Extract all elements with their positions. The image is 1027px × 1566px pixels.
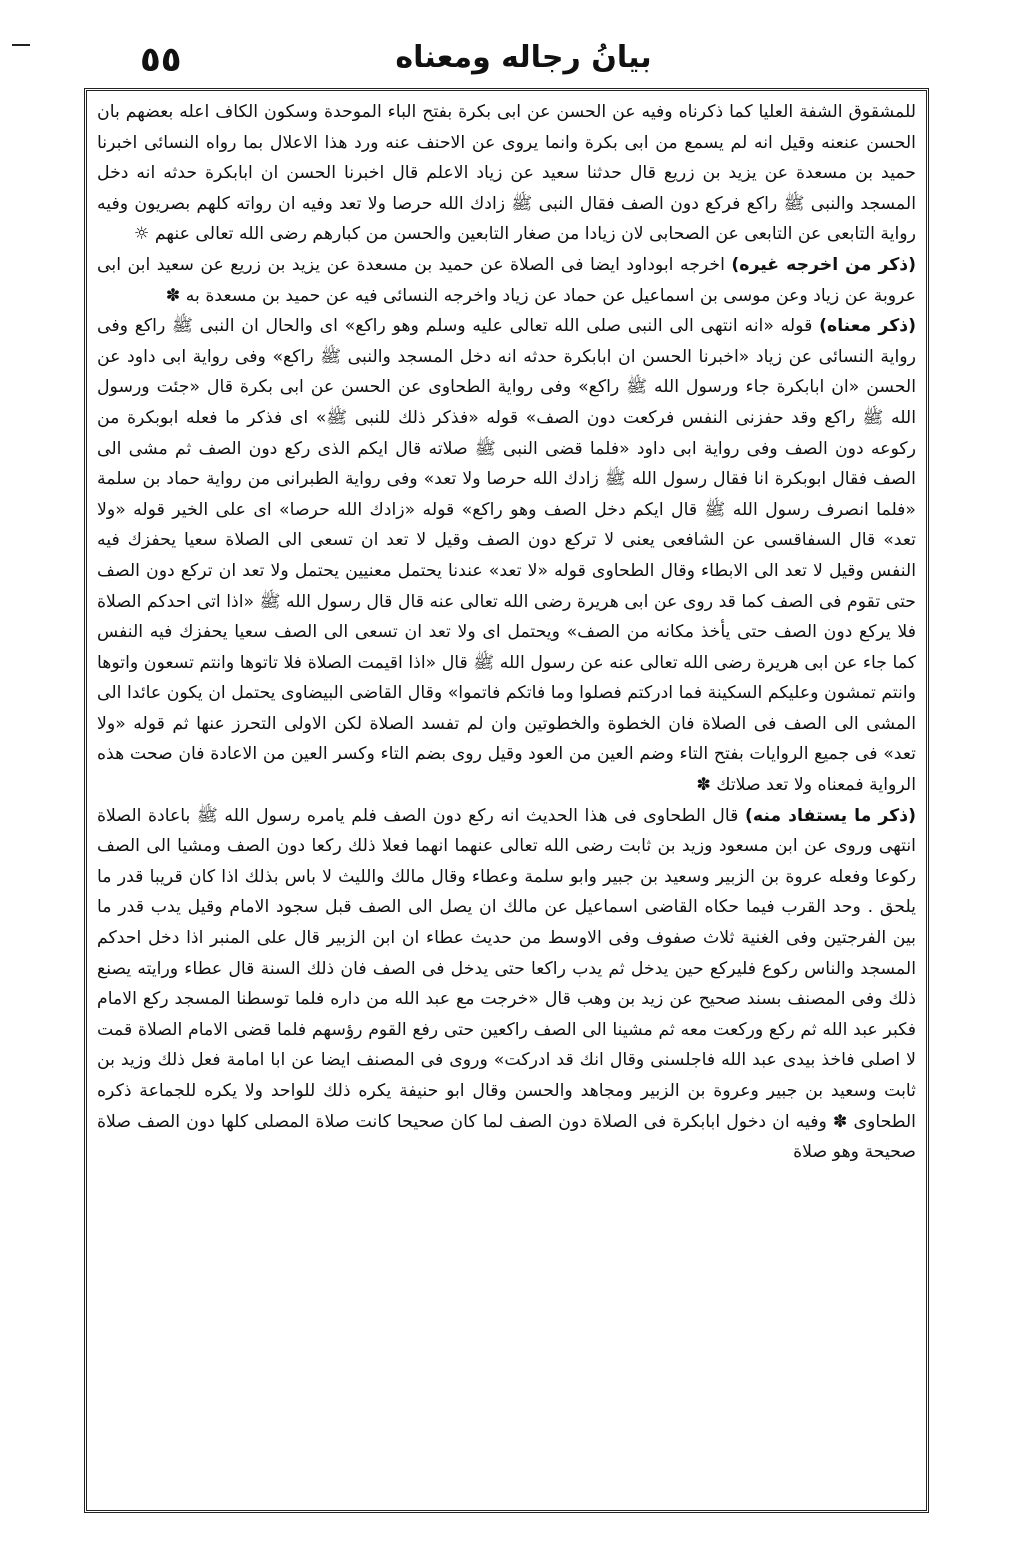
body-text xyxy=(97,97,916,1168)
paragraph-text: قال الطحاوى فى هذا الحديث انه ركع دون الصف فلم يامره رسول الله ﷺ باعادة الصلاة انتهى وروى عن ابن مسعود وزيد بن ثابت رضى الله تعالى عنهما انهما فعلا ذلك ركعا دون الصف ومشيا الى الصف ركوعا وفعله عروة بن الزبير وسعيد بن جبير وابو سلمة وعطاء وقال مالك والليث لا باس بذلك اذا كان قريبا قدر ما يلحق . وحد القرب فيما حكاه القاضى اسماعيل عن مالك ان يصل الى الصف قبل سجود الامام وقيل يدب قدر ما بين الفرجتين وفى الغنية ثلاث صفوف وفى الاوسط من حديث عطاء ان ابن الزبير قال على المنبر اذا دخل احدكم المسجد والناس ركوع فليركع حين يدخل ثم يدب راكعا حتى يدخل فى الصف فان ذلك السنة قال عطاء ورايته يصنع ذلك وفى المصنف بسند صحيح عن زيد بن وهب قال «خرجت مع عبد الله من داره فلما توسطنا المسجد ركع الامام فكبر عبد الله ثم ركع وركعت معه ثم مشينا الى الصف راكعين حتى رفع القوم رؤسهم فلما قضى الامام الصلاة قمت لا اصلى فاخذ بيدى عبد الله فاجلسنى وقال انك قد ادركت» وروى فى المصنف ايضا عن ابا امامة فعل ذلك وزيد بن ثابت وسعيد بن جبير وعروة بن الزبير ومجاهد والحسن وقال ابو حنيفة يكره ذلك للواحد ولا يكره للجماعة ذكره الطحاوى ✽ وفيه ان دخول ابابكرة فى الصلاة دون الصف لما كان صحيحا كانت صلاة المصلى كلها دون الصف صلاة صحيحة وهو صلاة xyxy=(97,805,916,1163)
section-heading: (ذكر معناه) xyxy=(819,316,917,337)
paragraph xyxy=(97,311,916,801)
page-header xyxy=(80,40,967,90)
page-number: ٥٥ xyxy=(140,40,182,80)
paragraph xyxy=(97,97,916,250)
paragraph xyxy=(97,250,916,311)
paragraph-text: للمشقوق الشفة العليا كما ذكرناه وفيه عن الحسن عن ابى بكرة بفتح الباء الموحدة وسكون الكاف اعله بعضهم بان الحسن عنعنه وقيل انه لم يسمع من ابى بكرة وانما يروى عن الاحنف عنه ورد هذا الاعلال بما رواه النسائى اخبرنا حميد بن مسعدة عن يزيد بن زريع قال حدثنا سعيد عن زياد الاعلم قال اخبرنا الحسن ان ابابكرة حدثه انه دخل المسجد والنبى ﷺ راكع فركع دون الصف فقال النبى ﷺ زادك الله حرصا ولا تعد وفيه ان رواته كلهم بصريون وفيه رواية التابعى عن التابعى عن الصحابى لان زيادا من صغار التابعين والحسن من كبارهم رضى الله تعالى عنهم ☼ xyxy=(97,102,916,245)
running-title: بيانُ رجاله ومعناه xyxy=(395,40,652,75)
paragraph xyxy=(97,801,916,1168)
section-heading: (ذكر ما يستفاد منه) xyxy=(744,805,917,826)
text-frame xyxy=(84,88,929,1513)
paragraph-text: قوله «انه انتهى الى النبى صلى الله تعالى عليه وسلم وهو راكع» اى والحال ان النبى ﷺ راكع وفى رواية النسائى عن زياد «اخبرنا الحسن ان ابابكرة حدثه انه دخل المسجد والنبى ﷺ راكع» وفى رواية ابى داود عن الحسن «ان ابابكرة جاء ورسول الله ﷺ راكع» وفى رواية الطحاوى عن الحسن عن ابى بكرة قال «جئت ورسول الله ﷺ راكع وقد حفزنى النفس فركعت دون الصف» قوله «فذكر ذلك للنبى ﷺ» اى فذكر ما فعله ابوبكرة من ركوعه دون الصف وفى رواية ابى داود «فلما قضى النبى ﷺ صلاته قال ايكم الذى ركع دون الصف ثم مشى الى الصف فقال ابوبكرة انا فقال رسول الله ﷺ زادك الله حرصا ولا تعد» وفى رواية الطبرانى من رواية حماد بن سلمة «فلما انصرف رسول الله ﷺ قال ايكم دخل الصف وهو راكع» قوله «زادك الله حرصا» اى على الخير قوله «ولا تعد» قال السفاقسى عن الشافعى يعنى لا تركع دون الصف وقيل لا تعد ان تسعى الى الصلاة سعيا يحفزك فيه النفس وقيل لا تعد الى الابطاء وقال الطحاوى قوله «لا تعد» عندنا يحتمل معنيين يحتمل ولا تعد ان تركع دون الصف حتى تقوم فى الصف كما قد روى عن ابى هريرة رضى الله تعالى عنه قال قال رسول الله ﷺ «اذا اتى احدكم الصلاة فلا يركع دون الصف حتى يأخذ مكانه من الصف» ويحتمل اى ولا تعد ان تسعى الى الصف سعيا يحفزك فيه النفس كما جاء عن ابى هريرة رضى الله تعالى عنه عن رسول الله ﷺ قال «اذا اقيمت الصلاة فلا تاتوها وانتم تسعون واتوها وانتم تمشون وعليكم السكينة فما ادركتم فصلوا وما فاتكم فاتموا» وقال القاضى البيضاوى يحتمل ان يكون عائدا الى المشى الى الصف فى الصلاة فان الخطوة والخطوتين وان لم تفسد الصلاة لكن الاولى التحرز عنها ثم قوله «ولا تعد» فى جميع الروايات بفتح التاء وضم العين من العود وقيل روى بضم التاء وكسر العين من الاعادة فان صحت هذه الرواية فمعناه ولا تعد صلاتك ✽ xyxy=(97,316,916,796)
paragraph-text: اخرجه ابوداود ايضا فى الصلاة عن حميد بن مسعدة عن يزيد بن زريع عن سعيد ابن ابى عروبة عن زياد وعن موسى بن اسماعيل عن حماد عن زياد واخرجه النسائى فيه عن حميد بن مسعدة به ✽ xyxy=(97,254,916,306)
margin-dash xyxy=(12,44,30,46)
section-heading: (ذكر من اخرجه غيره) xyxy=(731,254,917,275)
